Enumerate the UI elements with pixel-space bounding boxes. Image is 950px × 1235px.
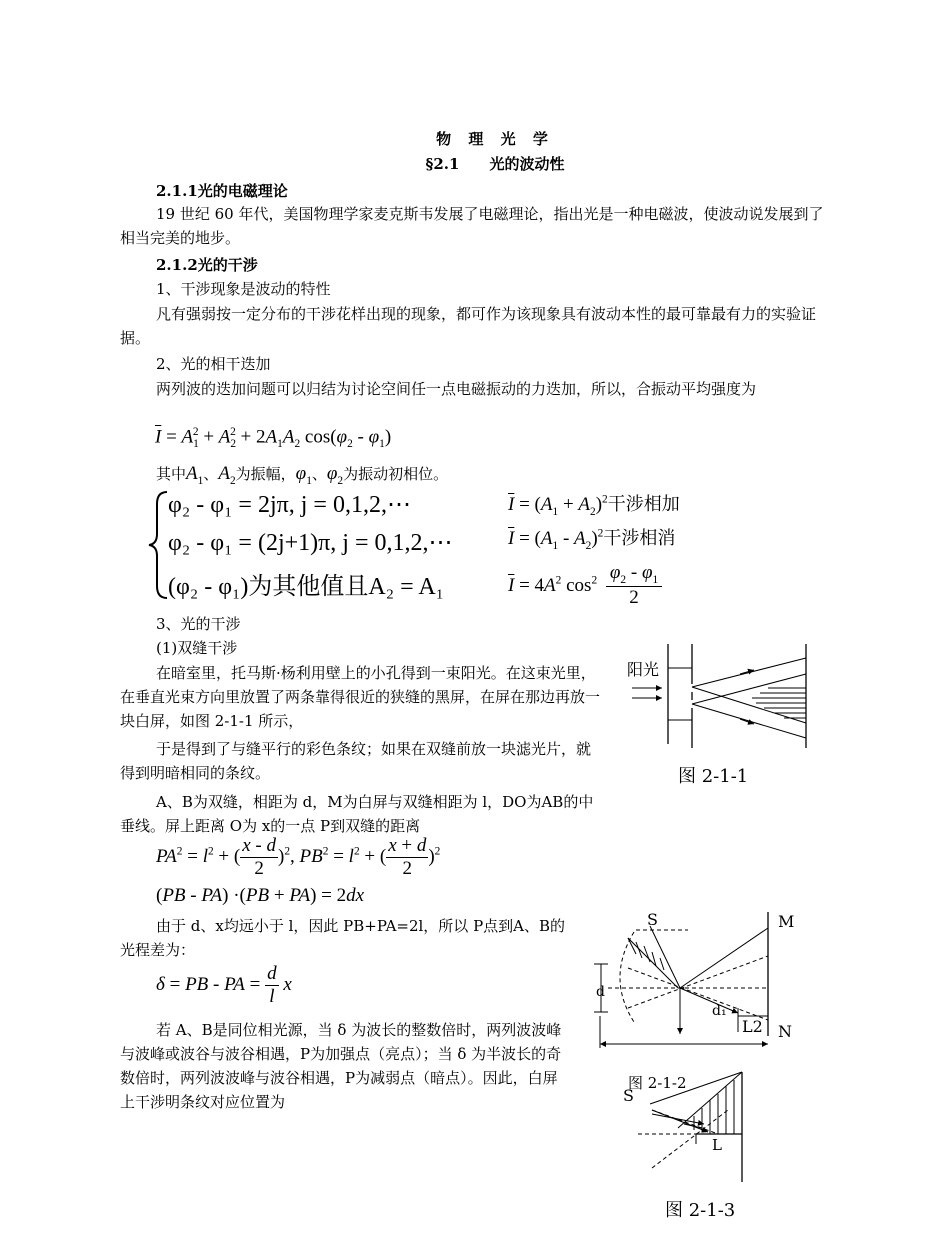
figure-2-1-2-caption: 图 2-1-2 [628, 1074, 687, 1092]
figure-2-1-3-caption: 图 2-1-3 [665, 1200, 736, 1221]
amp-separator: 、 [203, 465, 219, 483]
intensity-formula: $\overline{I} = A_1^2 + A_2^2 + 2A_1A_2$ $\cos(\varphi_2 - \varphi_1)$ [155, 426, 392, 451]
figure-2-1-2-screen-n-label: N [778, 1022, 792, 1041]
figure-2-1-2-l2-label: L2 [742, 1017, 763, 1036]
case-3-condition: (φ₂ - φ₁)为其他值且A₂ = A₁ [168, 574, 445, 600]
paragraph-young-experiment: 在暗室里，托马斯·杨利用壁上的小孔得到一束阳光。在这束光里，在垂直光束方向里放置了两条靠得很近的狭缝的黑屏，在屏在那边再放一块白屏，如图 2-1-1 所示， [120, 664, 601, 730]
distance-formula: $PA^2 = l^2$ + ( $\frac{x - d}{2}$ )$^2$, $PB^2 = l^2$ + ( $\frac{x + d}{2}$ )$^2$ [156, 835, 441, 879]
heading-2-1-1: 2.1.1光的电磁理论 [156, 182, 288, 200]
figure-2-1-2-source-label: S [647, 910, 658, 929]
case-2-condition: φ₂ - φ₁ = (2j+1)π, j = 0,1,2,⋯ [168, 530, 453, 556]
page-title: 物 理 光 学 [436, 130, 554, 148]
phase-separator: 、 [311, 465, 327, 483]
paragraph-bright-dark-fringes: 若 A、B是同位相光源，当 δ 为波长的整数倍时，两列波波峰与波峰或波谷与波谷相遇，P为加强点（亮点）；当 δ 为半波长的奇数倍时，两列波波峰与波谷相遇，P为减弱点（暗点）。因此，白屏上干涉明条纹对应位置为 [120, 1021, 562, 1111]
case-1-condition: φ₂ - φ₁ = 2jπ, j = 0,1,2,⋯ [168, 492, 411, 518]
figure-2-1-2-d1-label: d₁ [712, 1003, 727, 1019]
figure-2-1-2-screen-m-label: M [778, 912, 795, 931]
where-line: 其中$A_1$、$A_2$为振幅，$\varphi_1$、$\varphi_2$为振动初相位。 [156, 463, 449, 487]
path-difference-formula: δ = PB - PA = $\frac{d}{l}$ x [156, 963, 292, 1007]
sub-item-double-slit: (1)双缝干涉 [156, 639, 238, 657]
paragraph-coherent-superposition: 两列波的迭加问题可以归结为讨论空间任一点电磁振动的力迭加，所以，合振动平均强度为 [156, 380, 757, 398]
difference-formula: (PB - PA) ·(PB + PA) = 2dx [156, 885, 365, 906]
paragraph-interference-evidence: 凡有强弱按一定分布的干涉花样出现的现象，都可作为该现象具有波动本性的最可靠最有力的实验证据。 [120, 305, 817, 347]
amplitude-label: 为振幅， [235, 465, 296, 483]
paragraph-color-fringes: 于是得到了与缝平行的彩色条纹；如果在双缝前放一块滤光片，就得到明暗相同的条纹。 [120, 740, 592, 782]
item-3: 3、光的干涉 [156, 615, 241, 633]
item-2: 2、光的相干迭加 [156, 355, 271, 373]
figure-2-1-1-caption: 图 2-1-1 [678, 766, 749, 787]
item-1: 1、干涉现象是波动的特性 [156, 280, 331, 298]
figure-2-1-3-mirror-label: L [712, 1136, 722, 1154]
paragraph-em-theory: 19 世纪 60 年代，美国物理学家麦克斯韦发展了电磁理论，指出光是一种电磁波，使波动说发展到了相当完美的地步。 [120, 205, 824, 247]
figure-2-1-3-source-label: S [623, 1086, 634, 1105]
paragraph-slit-geometry: A、B为双缝，相距为 d，M为白屏与双缝相距为 l，DO为AB的中垂线。屏上距离 O为 x的一点 P到双缝的距离 [120, 793, 594, 835]
where-prefix: 其中 [156, 465, 187, 483]
paragraph-path-difference: 由于 d、x均远小于 l，因此 PB+PA=2l，所以 P点到A、B的光程差为： [120, 917, 566, 959]
heading-2-1-2: 2.1.2光的干涉 [156, 256, 258, 274]
case-2-result: $\overline{I} = (A_1 - A_2)^2$干涉相消 [508, 527, 676, 552]
section-title: §2.1 光的波动性 [425, 155, 565, 173]
case-3-result: $\overline{I} = 4A^2$ $\cos^2$ $\frac{\varphi_2 - \varphi_1}{2}$ [508, 562, 662, 609]
figure-2-1-2-d-label: d [596, 984, 605, 1000]
figure-2-1-3-diagram [628, 1070, 798, 1185]
figure-2-1-1-sunlight-label: 阳光 [627, 660, 660, 679]
case-1-result: $\overline{I} = (A_1 + A_2)^2$干涉相加 [508, 493, 680, 518]
phase-label: 为振动初相位。 [343, 465, 449, 483]
